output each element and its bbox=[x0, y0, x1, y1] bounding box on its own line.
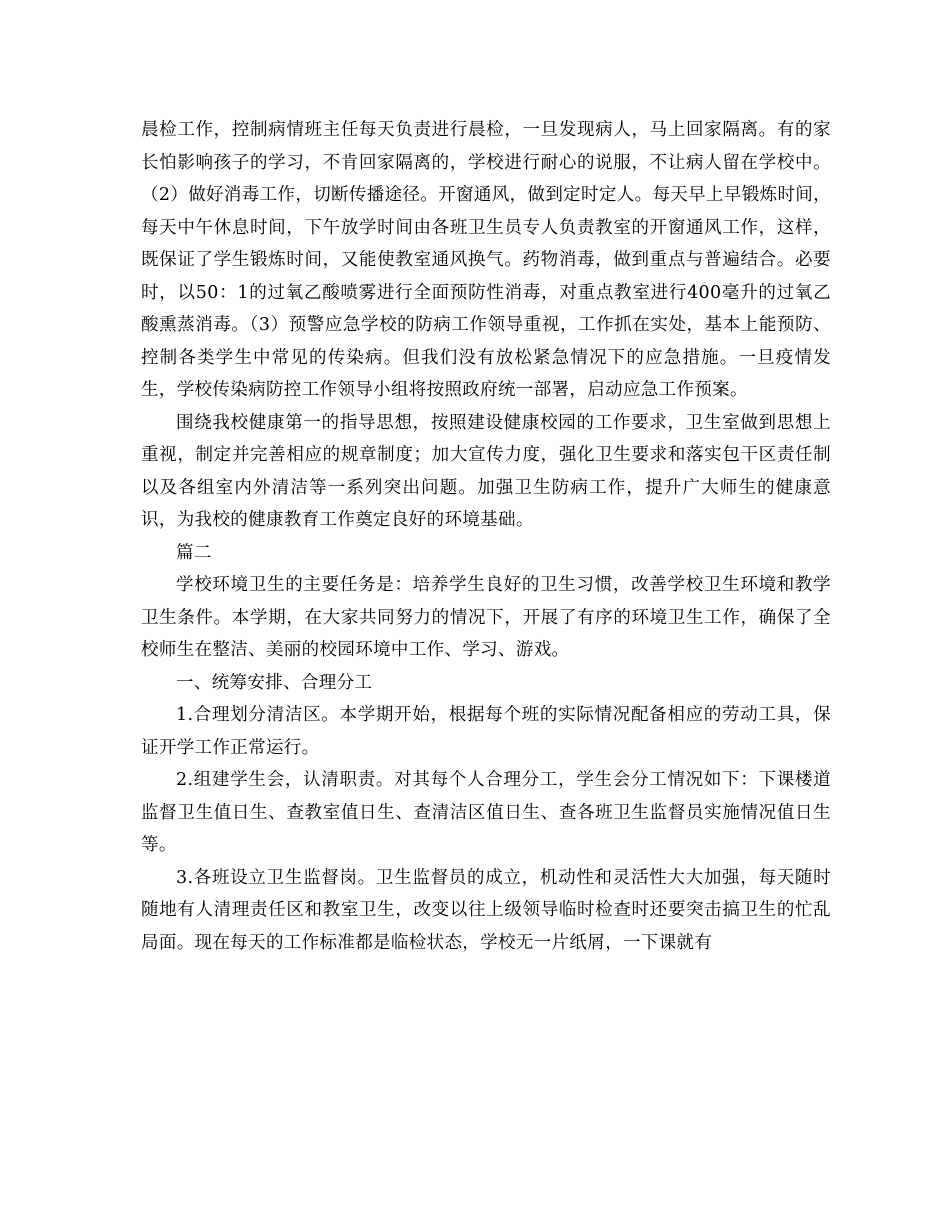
document-body bbox=[141, 114, 831, 959]
list-item-cleaning-areas: 1.合理划分清洁区。本学期开始，根据每个班的实际情况配备相应的劳动工具，保证开学工作正常运行。 bbox=[141, 705, 831, 758]
paragraph-disinfection: 晨检工作，控制病情班主任每天负责进行晨检，一旦发现病人，马上回家隔离。有的家长怕影响孩子的学习，不肯回家隔离的，学校进行耐心的说服，不让病人留在学校中。（2）做好消毒工作，切断传播途径。开窗通风，做到定时定人。每天早上早锻炼时间，每天中午休息时间，下午放学时间由各班卫生员专人负责教室的开窗通风工作，这样，既保证了学生锻炼时间，又能使教室通风换气。药物消毒，做到重点与普遍结合。必要时，以50：1的过氧乙酸喷雾进行全面预防性消毒，对重点教室进行400毫升的过氧乙酸熏蒸消毒。（3）预警应急学校的防病工作领导重视，工作抓在实处，基本上能预防、控制各类学生中常见的传染病。但我们没有放松紧急情况下的应急措施。一旦疫情发生，学校传染病防控工作领导小组将按照政府统一部署，启动应急工作预案。 bbox=[141, 120, 831, 400]
subheading-planning: 一、统筹安排、合理分工 bbox=[176, 672, 373, 693]
list-item-student-union: 2.组建学生会，认清职责。对其每个人合理分工，学生会分工情况如下：下课楼道监督卫生值日生、查教室值日生、查清洁区值日生、查各班卫生监督员实施情况值日生等。 bbox=[141, 770, 831, 855]
list-item-hygiene-monitors: 3.各班设立卫生监督岗。卫生监督员的成立，机动性和灵活性大大加强，每天随时随地有人清理责任区和教室卫生，改变以往上级领导临时检查时还要突击搞卫生的忙乱局面。现在每天的工作标准都是临检状态，学校无一片纸屑，一下课就有 bbox=[141, 867, 831, 953]
paragraph-environment-intro: 学校环境卫生的主要任务是：培养学生良好的卫生习惯，改善学校卫生环境和教学卫生条件。本学期，在大家共同努力的情况下，开展了有序的环境卫生工作，确保了全校师生在整洁、美丽的校园环境中工作、学习、游戏。 bbox=[141, 575, 831, 660]
paragraph-health-summary: 围绕我校健康第一的指导思想，按照建设健康校园的工作要求，卫生室做到思想上重视，制定并完善相应的规章制度；加大宣传力度，强化卫生要求和落实包干区责任制以及各组室内外清洁等一系列突出问题。加强卫生防病工作，提升广大师生的健康意识，为我校的健康教育工作奠定良好的环境基础。 bbox=[141, 412, 831, 530]
section-heading-part-two: 篇二 bbox=[176, 542, 212, 563]
